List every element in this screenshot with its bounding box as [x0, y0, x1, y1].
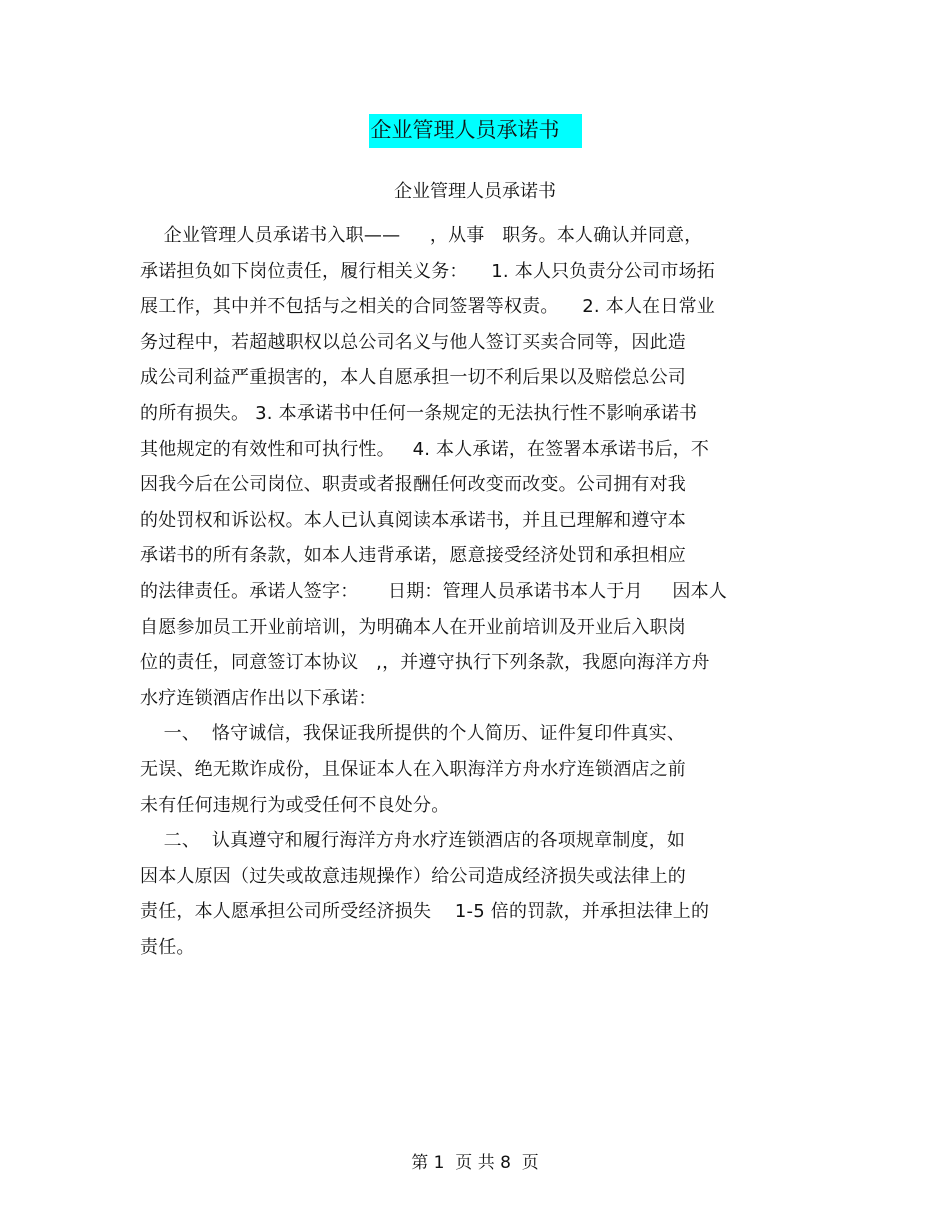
body-line: 因本人原因（过失或故意违规操作）给公司造成经济损失或法律上的 — [140, 865, 686, 887]
document-title: 企业管理人员承诺书 — [369, 114, 582, 148]
body-line: 位的责任，同意签订本协议 ,，并遵守执行下列条款，我愿向海洋方舟 — [140, 652, 710, 674]
body-line: 责任。 — [140, 936, 195, 958]
body-line: 展工作，其中并不包括与之相关的合同签署等权责。 2. 本人在日常业 — [140, 296, 715, 318]
document-body — [140, 218, 820, 965]
body-line: 的法律责任。承诺人签字： 日期：管理人员承诺书本人于月 因本人 — [140, 580, 728, 602]
body-line: 承诺担负如下岗位责任，履行相关义务： 1. 本人只负责分公司市场拓 — [140, 260, 715, 282]
body-line: 的处罚权和诉讼权。本人已认真阅读本承诺书，并且已理解和遵守本 — [140, 509, 686, 531]
body-line: 承诺书的所有条款，如本人违背承诺，愿意接受经济处罚和承担相应 — [140, 545, 686, 567]
body-line: 自愿参加员工开业前培训，为明确本人在开业前培训及开业后入职岗 — [140, 616, 686, 638]
body-line: 因我今后在公司岗位、职责或者报酬任何改变而改变。公司拥有对我 — [140, 474, 686, 496]
body-line: 一、 恪守诚信，我保证我所提供的个人简历、证件复印件真实、 — [140, 723, 686, 745]
body-line: 企业管理人员承诺书入职—— ，从事 职务。本人确认并同意， — [140, 225, 703, 246]
body-line: 责任，本人愿承担公司所受经济损失 1-5 倍的罚款，并承担法律上的 — [140, 901, 710, 923]
body-line: 务过程中，若超越职权以总公司名义与他人签订买卖合同等，因此造 — [140, 331, 686, 353]
body-line: 其他规定的有效性和可执行性。 4. 本人承诺，在签署本承诺书后，不 — [140, 438, 710, 460]
body-line: 的所有损失。 3. 本承诺书中任何一条规定的无法执行性不影响承诺书 — [140, 402, 698, 424]
body-line: 成公司利益严重损害的，本人自愿承担一切不利后果以及赔偿总公司 — [140, 367, 686, 389]
title-container — [0, 114, 950, 148]
body-line: 未有任何违规行为或受任何不良处分。 — [140, 794, 450, 816]
page-footer: 第 1 页 共 8 页 — [411, 1153, 539, 1173]
body-line: 二、 认真遵守和履行海洋方舟水疗连锁酒店的各项规章制度，如 — [140, 830, 686, 852]
body-line: 水疗连锁酒店作出以下承诺： — [140, 687, 377, 709]
document-subtitle: 企业管理人员承诺书 — [394, 181, 556, 202]
body-line: 无误、绝无欺诈成份，且保证本人在入职海洋方舟水疗连锁酒店之前 — [140, 758, 686, 780]
